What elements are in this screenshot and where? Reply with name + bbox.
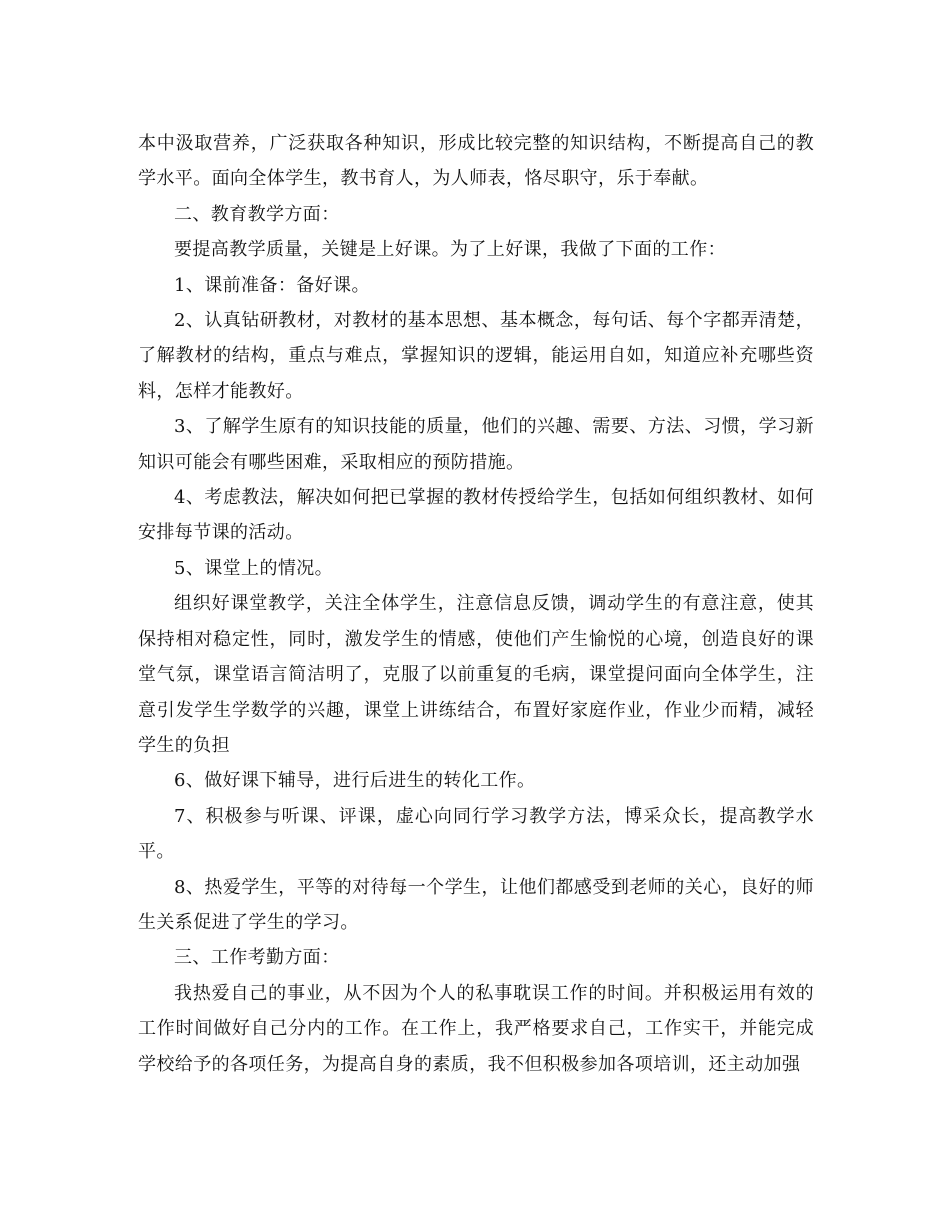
paragraph-intro: 要提高教学质量，关键是上好课。为了上好课，我做了下面的工作： bbox=[174, 239, 726, 261]
paragraph-continuation: 本中汲取营养，广泛获取各种知识，形成比较完整的知识结构，不断提高自己的教学水平。面向全体学生，教书育人，为人师表，恪尽职守，乐于奉献。 bbox=[138, 133, 814, 190]
list-item-3: 3、了解学生原有的知识技能的质量，他们的兴趣、需要、方法、习惯，学习新知识可能会有哪些困难，采取相应的预防措施。 bbox=[138, 416, 814, 473]
list-item-5: 5、课堂上的情况。 bbox=[174, 557, 334, 579]
paragraph-classroom: 组织好课堂教学，关注全体学生，注意信息反馈，调动学生的有意注意，使其保持相对稳定性，同时，激发学生的情感，使他们产生愉悦的心境，创造良好的课堂气氛，课堂语言简洁明了，克服了以前重复的毛病，课堂提问面向全体学生，注意引发学生学数学的兴趣，课堂上讲练结合，布置好家庭作业，作业少而精，减轻学生的负担 bbox=[138, 593, 814, 756]
list-item-1: 1、课前准备：备好课。 bbox=[174, 274, 370, 296]
paragraph-attendance: 我热爱自己的事业，从不因为个人的私事耽误工作的时间。并积极运用有效的工作时间做好自己分内的工作。在工作上，我严格要求自己，工作实干，并能完成学校给予的各项任务，为提高自身的素质，我不但积极参加各项培训，还主动加强 bbox=[138, 982, 814, 1075]
list-item-7: 7、积极参与听课、评课，虚心向同行学习教学方法，博采众长，提高教学水平。 bbox=[138, 805, 814, 863]
list-item-6: 6、做好课下辅导，进行后进生的转化工作。 bbox=[174, 770, 536, 792]
section-heading-attendance: 三、工作考勤方面： bbox=[174, 947, 340, 969]
list-item-8: 8、热爱学生，平等的对待每一个学生，让他们都感受到老师的关心，良好的师生关系促进了学生的学习。 bbox=[138, 876, 814, 933]
section-heading-teaching: 二、教育教学方面： bbox=[174, 203, 340, 225]
document-body bbox=[138, 126, 814, 1082]
list-item-4: 4、考虑教法，解决如何把已掌握的教材传授给学生，包括如何组织教材、如何安排每节课的活动。 bbox=[138, 487, 814, 544]
list-item-2: 2、认真钻研教材，对教材的基本思想、基本概念，每句话、每个字都弄清楚，了解教材的结构，重点与难点，掌握知识的逻辑，能运用自如，知道应补充哪些资料，怎样才能教好。 bbox=[138, 310, 814, 402]
